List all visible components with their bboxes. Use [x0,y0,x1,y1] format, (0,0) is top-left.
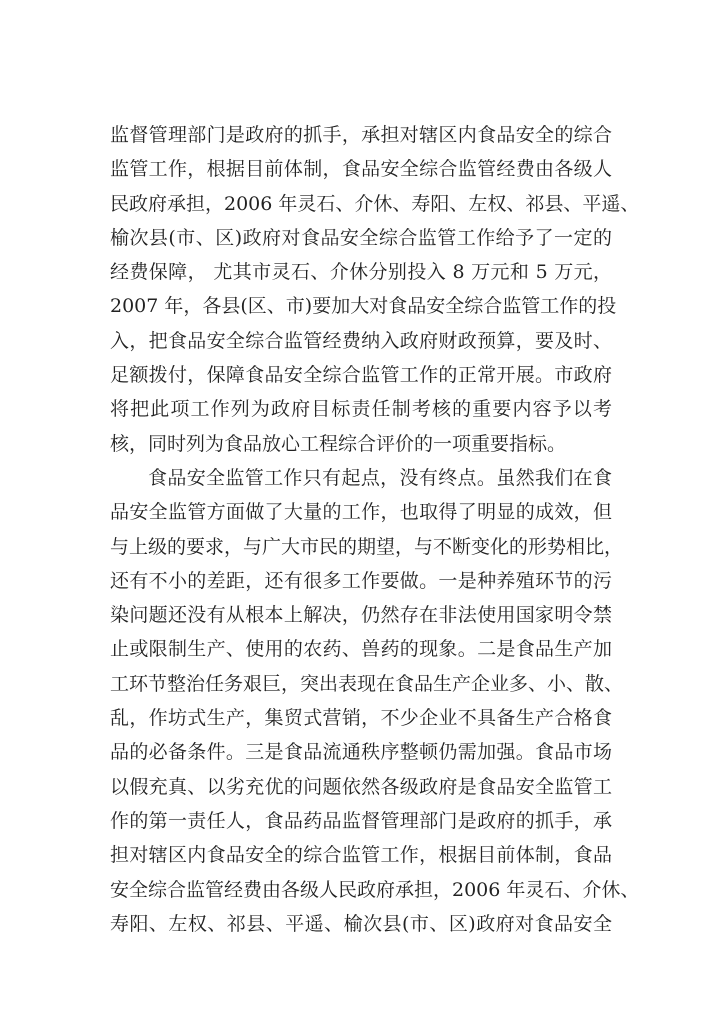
text-line: 染问题还没有从根本上解决，仍然存在非法使用国家明令禁 [110,604,612,627]
text-line: 品的必备条件。三是食品流通秩序整顿仍需加强。食品市场 [110,741,612,764]
text-line: 担对辖区内食品安全的综合监管工作，根据目前体制，食品 [110,844,612,867]
text-line: 监督管理部门是政府的抓手，承担对辖区内食品安全的综合 [110,124,612,146]
paragraph [110,461,640,941]
text-line: 入，把食品安全综合监管经费纳入政府财政预算，要及时、 [110,329,612,352]
text-line: 品安全监管方面做了大量的工作，也取得了明显的成效，但 [110,501,612,524]
text-line: 乱，作坊式生产，集贸式营销，不少企业不具备生产合格食 [110,707,612,730]
text-line: 以假充真、以劣充优的问题依然各级政府是食品安全监管工 [110,775,612,798]
text-line: 榆次县(市、区)政府对食品安全综合监管工作给予了一定的 [110,226,612,249]
text-line: 民政府承担，2006 年灵石、介休、寿阳、左权、祁县、平遥、 [110,192,640,215]
text-line: 2007 年，各县(区、市)要加大对食品安全综合监管工作的投 [110,295,617,318]
text-line: 工环节整治任务艰巨，突出表现在食品生产企业多、小、散、 [110,672,624,695]
text-line: 还有不小的差距，还有很多工作要做。一是种养殖环节的污 [110,569,612,592]
text-line: 止或限制生产、使用的农药、兽药的现象。二是食品生产加 [110,638,612,661]
text-line: 将把此项工作列为政府目标责任制考核的重要内容予以考 [110,398,612,421]
text-line: 安全综合监管经费由各级人民政府承担，2006 年灵石、介休、 [110,878,640,901]
text-line: 核，同时列为食品放心工程综合评价的一项重要指标。 [110,432,567,455]
text-line: 与上级的要求，与广大市民的期望，与不断变化的形势相比， [110,535,624,558]
text-line: 作的第一责任人，食品药品监督管理部门是政府的抓手，承 [110,809,612,832]
text-line: 足额拨付，保障食品安全综合监管工作的正常开展。市政府 [110,364,612,387]
text-line: 经费保障， 尤其市灵石、介休分别投入 8 万元和 5 万元， [110,261,612,284]
text-line: 监管工作，根据目前体制，食品安全综合监管经费由各级人 [110,158,612,181]
paragraph [110,118,640,461]
text-line: 寿阳、左权、祁县、平遥、榆次县(市、区)政府对食品安全 [110,912,612,935]
document-page [110,118,640,941]
text-line: 食品安全监管工作只有起点，没有终点。虽然我们在食 [148,466,612,489]
